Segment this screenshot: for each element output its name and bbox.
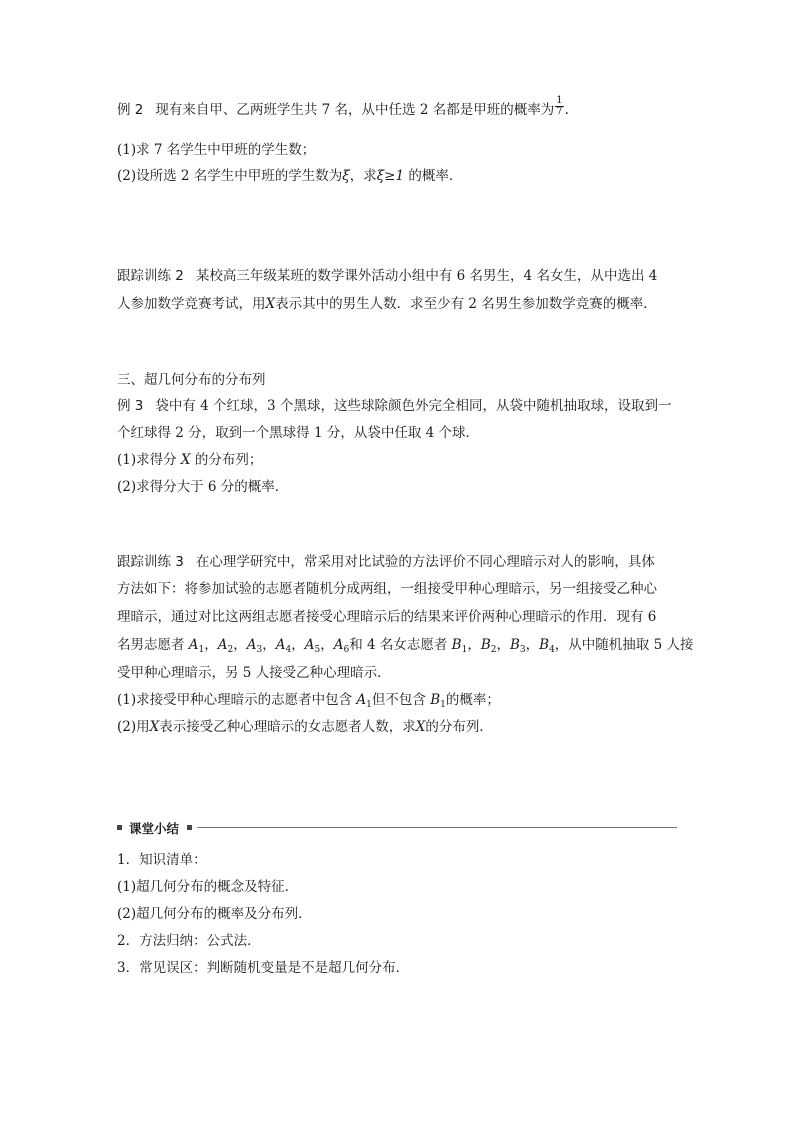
example3-question2: (2)求得分大于 6 分的概率． bbox=[117, 479, 289, 495]
training3-line5: 受甲种心理暗示，另 5 人接受乙种心理暗示． bbox=[117, 665, 391, 681]
example3-question1: (1)求得分 X 的分布列； bbox=[117, 452, 263, 468]
example2-label: 例 2 bbox=[117, 102, 144, 118]
volunteer-symbol: A bbox=[333, 637, 344, 653]
volunteer-symbol: A bbox=[217, 637, 228, 653]
volunteer-symbol: A bbox=[246, 637, 257, 653]
separator: ， bbox=[262, 637, 276, 653]
volunteer-symbol: B bbox=[509, 637, 520, 653]
training3-line3: 理暗示，通过对比这两组志愿者接受心理暗示后的结果来评价两种心理暗示的作用．现有 6 bbox=[117, 609, 657, 625]
example2-question1: (1)求 7 名学生中甲班的学生数； bbox=[117, 142, 316, 158]
volunteer-index: 5 bbox=[314, 645, 321, 655]
volunteer-index: 1 bbox=[198, 645, 205, 655]
training3-line1: 跟踪训练 3 在心理学研究中，常采用对比试验的方法评价不同心理暗示对人的影响，具体 bbox=[117, 554, 655, 570]
example3-line2: 个红球得 2 分，取到一个黑球得 1 分，从袋中任取 4 个球． bbox=[117, 425, 480, 441]
summary-item: 1．知识清单： bbox=[117, 852, 207, 868]
summary-item: 3．常见误区：判断随机变量是不是超几何分布． bbox=[117, 960, 410, 976]
summary-title: 课堂小结 bbox=[129, 821, 180, 836]
volunteer-symbol: B bbox=[451, 637, 462, 653]
example2-text: 现有来自甲、乙两班学生共 7 名，从中任选 2 名都是甲班的概率为 bbox=[155, 102, 555, 118]
example2-question2: (2)设所选 2 名学生中甲班的学生数为ξ，求ξ≥1 的概率． bbox=[117, 168, 463, 184]
separator: ， bbox=[496, 637, 510, 653]
summary-item: 2．方法归纳：公式法． bbox=[117, 933, 261, 949]
example3-line1: 例 3 袋中有 4 个红球，3 个黑球，这些球除颜色外完全相同，从袋中随机抽取球，设取到一 bbox=[117, 398, 672, 414]
probability-fraction: $\frac{1}{7}$ bbox=[556, 95, 563, 117]
summary-header bbox=[117, 820, 677, 836]
volunteer-index: 2 bbox=[227, 645, 234, 655]
training2-line2: 人参加数学竞赛考试，用X表示其中的男生人数．求至少有 2 名男生参加数学竞赛的概率． bbox=[117, 296, 657, 312]
volunteer-symbol: A bbox=[188, 637, 199, 653]
volunteer-index: 3 bbox=[519, 645, 526, 655]
volunteer-index: 3 bbox=[256, 645, 263, 655]
example3-label: 例 3 bbox=[117, 398, 144, 414]
divider-line bbox=[197, 827, 677, 828]
volunteer-index: 6 bbox=[343, 645, 350, 655]
volunteer-index: 2 bbox=[490, 645, 497, 655]
separator: ， bbox=[204, 637, 218, 653]
training2-label: 跟踪训练 2 bbox=[117, 268, 184, 284]
volunteer-symbol: A bbox=[304, 637, 315, 653]
separator: ， bbox=[320, 637, 334, 653]
training3-line4: 名男志愿者 $A_1$，$A_2$，$A_3$，$A_4$，$A_5$，$A_6$和 4 名女志愿者 $B_1$，$B_2$，$B_3$，$B_4$，从中随机抽取 5 人接 bbox=[117, 637, 694, 655]
bullet-square-icon bbox=[187, 825, 192, 830]
separator: ， bbox=[467, 637, 481, 653]
training3-question2: (2)用X表示接受乙种心理暗示的女志愿者人数，求X的分布列． bbox=[117, 719, 493, 735]
male-volunteers bbox=[189, 637, 349, 653]
summary-item: (2)超几何分布的概率及分布列． bbox=[117, 906, 312, 922]
training3-label: 跟踪训练 3 bbox=[117, 554, 184, 570]
separator: ， bbox=[233, 637, 247, 653]
bullet-square-icon bbox=[117, 825, 122, 830]
volunteer-index: 4 bbox=[285, 645, 292, 655]
volunteer-symbol: B bbox=[480, 637, 491, 653]
training3-line2: 方法如下：将参加试验的志愿者随机分成两组，一组接受甲种心理暗示，另一组接受乙种心 bbox=[117, 581, 657, 597]
training2-line1: 跟踪训练 2 某校高三年级某班的数学课外活动小组中有 6 名男生，4 名女生，从中选出 4 bbox=[117, 268, 658, 284]
section3-title: 三、超几何分布的分布列 bbox=[117, 372, 266, 388]
example2-statement: 例 2 现有来自甲、乙两班学生共 7 名，从中任选 2 名都是甲班的概率为 $\frac{1}{7}$ . bbox=[117, 95, 569, 118]
volunteer-index: 4 bbox=[549, 645, 555, 655]
separator: ， bbox=[525, 637, 540, 653]
separator: ， bbox=[291, 637, 305, 653]
volunteer-symbol: B bbox=[539, 637, 550, 653]
summary-item: (1)超几何分布的概念及特征． bbox=[117, 879, 299, 895]
training3-question1: (1)求接受甲种心理暗示的志愿者中包含 $A_1$但不包含 $B_1$的概率； bbox=[117, 692, 500, 710]
volunteer-index: 1 bbox=[461, 645, 468, 655]
volunteer-symbol: A bbox=[275, 637, 286, 653]
female-volunteers bbox=[452, 637, 555, 653]
